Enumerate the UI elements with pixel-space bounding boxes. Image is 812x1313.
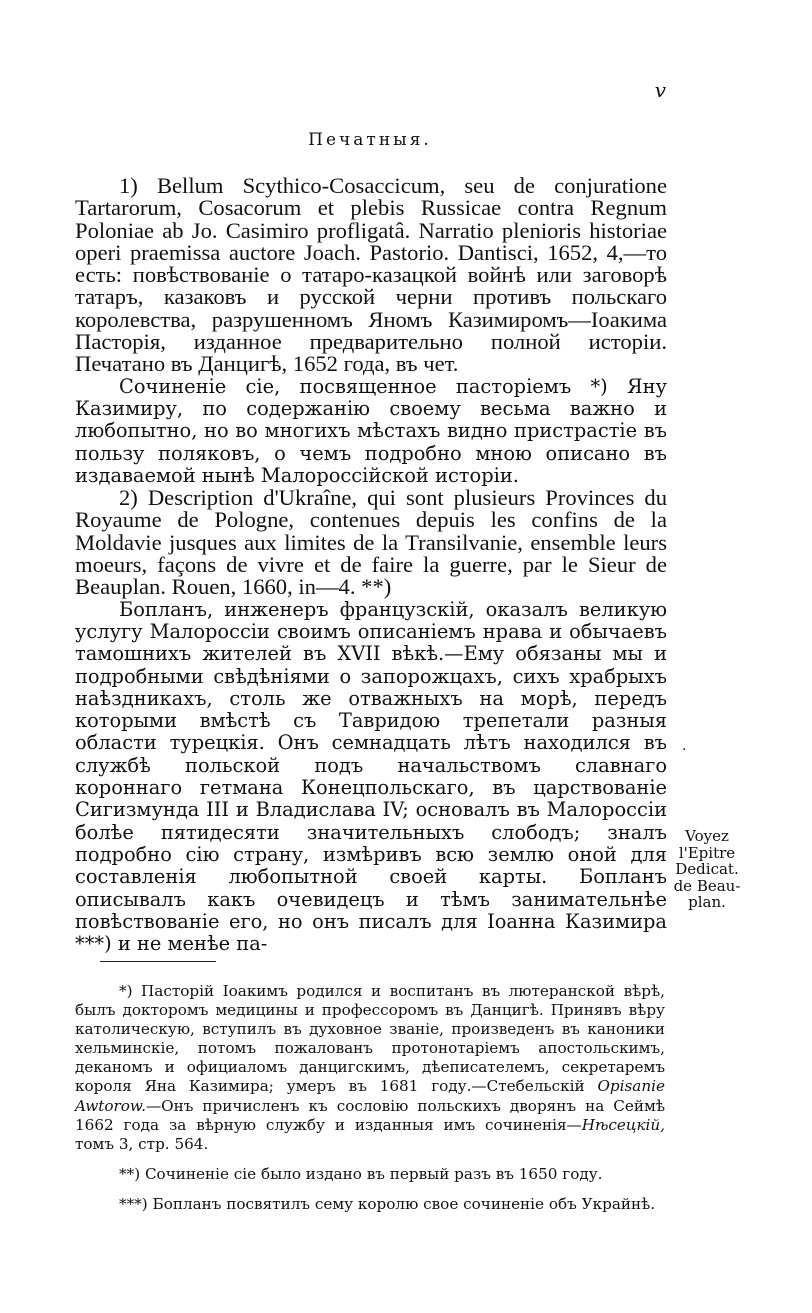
margin-note-line: Dedicat. bbox=[675, 860, 739, 878]
entry-2-title: 2) Description d'Ukraîne, qui sont plusieurs Provinces du Royaume de Pologne, contenues depuis les confins de la Moldavie jusques aux limites de la Transilvanie, ensemble leurs moeurs, façons de vivre et de faire la guerre, par le Sieur de Beauplan. Rouen, 1660, in—4. **) bbox=[75, 485, 667, 600]
margin-note-line: l'Epitre bbox=[678, 843, 736, 862]
footnote-1-text: *) Пасторій Іоакимъ родился и воспитанъ въ лютеранской вѣрѣ, былъ докторомъ медицины и профессоромъ въ Данцигѣ. Принявъ вѣру католическую, вступилъ въ духовное званіе, произведенъ въ каноники хельминскіе, потомъ пожалованъ протонотаріемъ апостольскимъ, деканомъ и официаломъ данцигскимъ, дѣеписателемъ, секретаремъ короля Яна Казимира; умеръ въ 1681 году.—Стебельскій bbox=[75, 982, 665, 1096]
footnote-2: **) Сочиненіе сіе было издано въ первый разъ въ 1650 году. bbox=[119, 1164, 603, 1183]
margin-note-line: Voyez bbox=[685, 827, 729, 845]
margin-note-line: de Beau- bbox=[673, 876, 741, 895]
stray-mark: . bbox=[682, 738, 687, 754]
footnotes-block bbox=[75, 982, 665, 1214]
margin-note-line: plan. bbox=[688, 893, 726, 911]
footnote-1-text-end: томъ 3, стр. 564. bbox=[75, 1134, 209, 1153]
footnote-1 bbox=[75, 982, 665, 1154]
footnote-divider bbox=[100, 961, 216, 962]
footnote-3: ***) Бопланъ посвятилъ сему королю свое сочиненіе объ Украйнѣ. bbox=[119, 1194, 656, 1213]
entry-2-commentary: Бопланъ, инженеръ французскій, оказалъ великую услугу Малороссіи своимъ описаніемъ нрава и обычаевъ тамошнихъ жителей въ XVII вѣкѣ.—Ему обязаны мы и подробными свѣдѣніями о запорожцахъ, сихъ храбрыхъ наѣздникахъ, столь же отважныхъ на морѣ, передъ которыми вмѣстѣ съ Тавридою трепетали разныя области турецкія. Онъ семнадцать лѣтъ находился въ службѣ польской подъ начальствомъ славнаго короннаго гетмана Конецпольскаго, въ царствованіе Сигизмунда III и Владислава IV; основалъ въ Малороссіи болѣе пятидесяти значительныхъ слободъ; зналъ подробно сію страну, измѣривъ всю землю оной для составленія любопытной своей карты. Бопланъ описывалъ какъ очевидецъ и тѣмъ занимательнѣе повѣствованіе его, но онъ писалъ для Іоанна Казимира ***) и не менѣе па- bbox=[75, 597, 667, 956]
footnote-1-citation-author: Нѣсецкій, bbox=[581, 1115, 665, 1134]
page-number: v bbox=[654, 78, 666, 102]
main-text-block bbox=[75, 175, 667, 955]
margin-note bbox=[668, 828, 746, 911]
section-heading: Печатныя. bbox=[308, 130, 432, 150]
entry-1-title: 1) Bellum Scythico-Cosaccicum, seu de conjuratione Tartarorum, Cosacorum et plebis Russicae contra Regnum Poloniae ab Jo. Casimiro profligatâ. Narratio pleniоris historiae operi praemissa auctore Joach. Pastorio. Dantisci, 1652, 4,—то есть: повѣствованіе о татаро-казацкой войнѣ или заговорѣ татаръ, казаковъ и русской черни противъ польскаго королевства, разрушенномъ Яномъ Казимиромъ—Іоакима Пасторія, изданное предварительно полной исторіи. Печатано въ Данцигѣ, 1652 года, въ чет. bbox=[75, 173, 667, 377]
footnote-1-citation: Opisanie Awtorow. bbox=[75, 1077, 665, 1115]
footnote-1-text-cont: —Онъ причисленъ къ сословію польскихъ дворянъ на Сеймѣ 1662 года за вѣрную службу и изданныя имъ сочиненія— bbox=[75, 1096, 665, 1134]
entry-1-commentary: Сочиненіе сіе, посвященное пасторіемъ *) Яну Казимиру, по содержанію своему весьма важно и любопытно, но во многихъ мѣстахъ видно пристрастіе въ пользу поляковъ, о чемъ подробно мною описано въ издаваемой нынѣ Малороссійской исторіи. bbox=[75, 374, 667, 487]
